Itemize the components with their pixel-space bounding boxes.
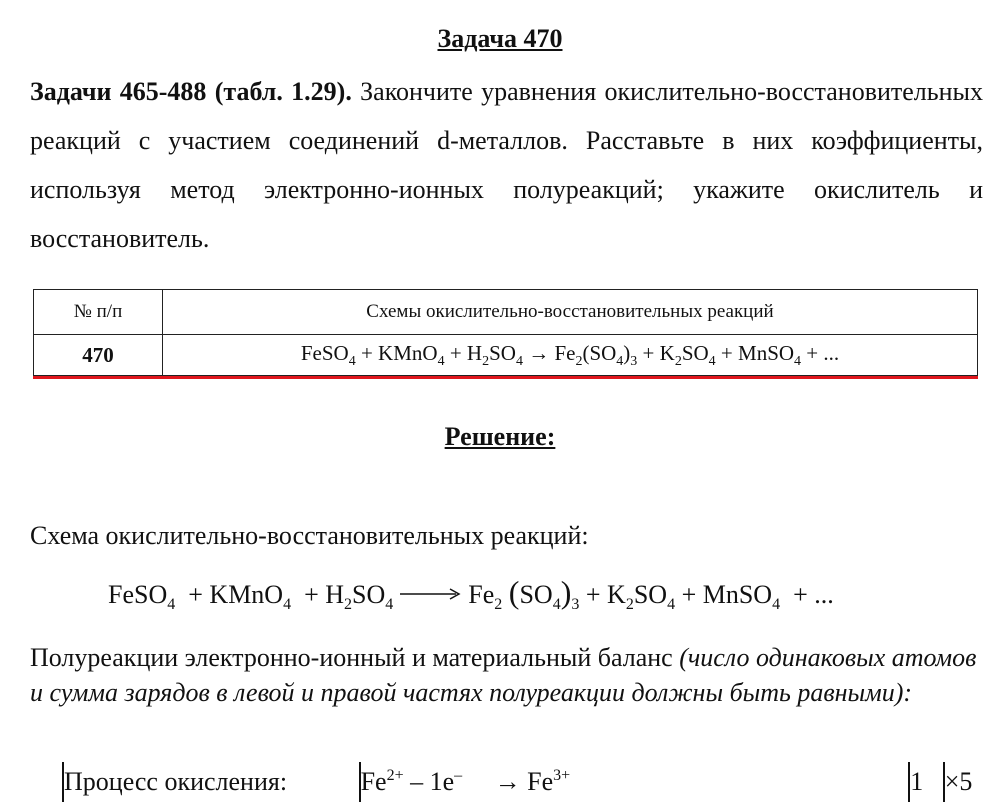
task-table: [33, 289, 978, 376]
solution-heading: Решение:: [444, 422, 556, 451]
scheme-label: Схема окислительно-восстановительных реакций:: [30, 521, 589, 550]
reactant-charge: 2+: [386, 767, 404, 784]
process-label: Процесс окисления:: [64, 767, 288, 796]
task-description: [30, 67, 983, 263]
table-header-row: [34, 290, 978, 335]
coefficient: 1: [910, 767, 924, 796]
electron-loss: – 1e: [410, 767, 455, 796]
row-number: 470: [34, 335, 163, 376]
task-instructions: Закончите уравнения окислительно-восстановительных реакций с участием соединений d-металлов. Расставьте в них коэффициенты, используя метод электронно-ионных полуреакций; укажите окислитель и восстановитель.: [30, 77, 984, 253]
reactant-ion: Fe: [360, 767, 387, 796]
table-row: [34, 335, 978, 376]
reaction-equation: FeSO$_4$ + KMnO$_4$ + $H_2SO_4$ $Fe_2$ $(SO_4)_3 + K_2SO_4$ + MnSO$_4$ + ...: [108, 574, 834, 613]
task-range-label: Задачи 465-488 (табл. 1.29).: [30, 77, 352, 106]
multiplier: ×5: [944, 767, 973, 796]
oxidation-process: Процесс окисления: $Fe^{2+} - 1e^-$ → $Fe^{3+}$ 1 ×5: [62, 762, 972, 802]
header-schemes: Схемы окислительно-восстановительных реакций: [163, 290, 978, 335]
balance-text: Полуреакции электронно-ионный и материальный баланс: [30, 643, 673, 672]
electron-charge: –: [454, 767, 463, 784]
task-title: Задача 470: [437, 24, 563, 53]
balance-note: (число одинаковых атомов и сумма зарядов в левой и правой частях полуреакции должны быть равными):: [30, 643, 977, 707]
balance-description: [30, 640, 980, 710]
product-ion: Fe: [527, 767, 554, 796]
table-underline: [33, 376, 978, 379]
header-number: № п/п: [34, 290, 163, 335]
reaction-arrow-icon: [400, 587, 462, 601]
row-reaction: FeSO$_4$ + KMnO$_4$ + $H_2SO_4 \to Fe_2(SO_4)_3 + K_2SO_4$ + MnSO$_4$ + ...: [163, 335, 978, 376]
product-charge: 3+: [553, 767, 571, 784]
